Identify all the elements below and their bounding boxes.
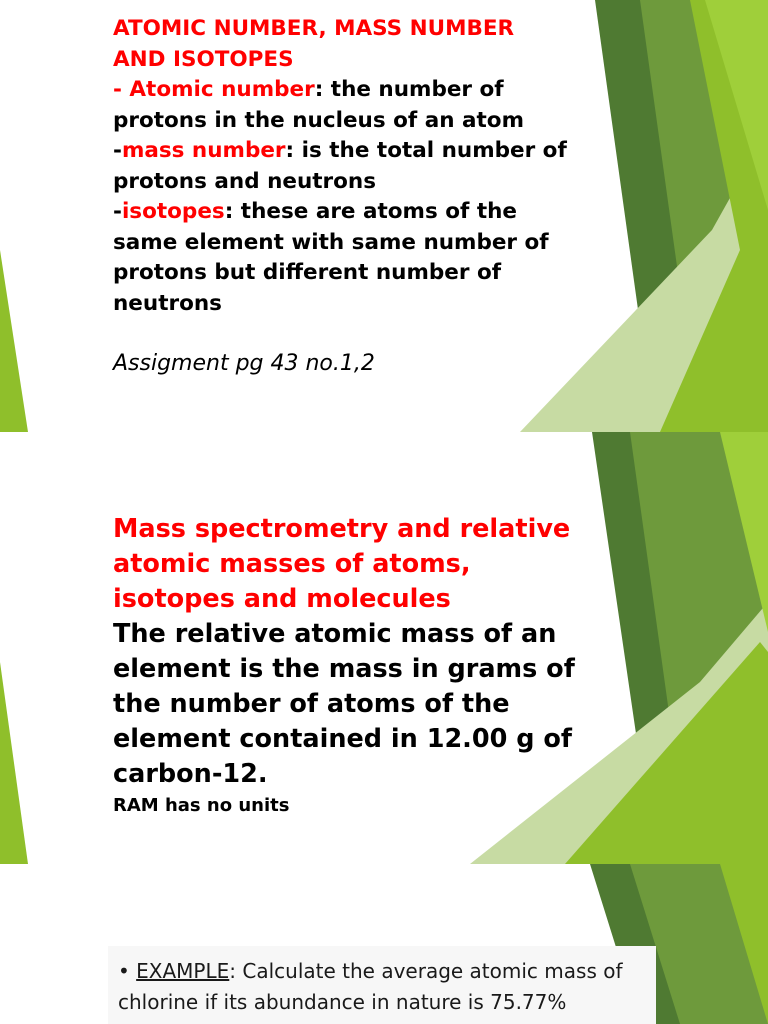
isotopes-term: isotopes bbox=[121, 199, 225, 224]
slide-mass-spectrometry bbox=[0, 432, 768, 864]
ram-definition-line1: The relative atomic mass of an bbox=[113, 619, 557, 649]
slide-atomic-number bbox=[0, 0, 768, 432]
mass-number-line1 bbox=[113, 136, 673, 167]
mass-number-term: mass number bbox=[121, 138, 286, 163]
slide2-title-line1: Mass spectrometry and relative bbox=[113, 514, 571, 544]
example-question: : Calculate the average atomic mass of bbox=[229, 959, 623, 983]
iso-prefix: - bbox=[113, 199, 122, 224]
example-line2: chlorine if its abundance in nature is 75.77% bbox=[118, 990, 567, 1014]
ram-definition-line2: element is the mass in grams of bbox=[113, 654, 575, 684]
slide-example bbox=[0, 864, 768, 1024]
ram-units-note: RAM has no units bbox=[113, 795, 290, 816]
ram-definition-line3: the number of atoms of the bbox=[113, 689, 510, 719]
bullet: • bbox=[118, 959, 137, 983]
mass-number-def: : is the total number of bbox=[285, 138, 567, 163]
atomic-number-def: : the number of bbox=[314, 77, 504, 102]
assignment-note: Assigment pg 43 no.1,2 bbox=[113, 351, 375, 376]
ram-definition-line5: carbon-12. bbox=[113, 759, 268, 789]
isotopes-line3: protons but different number of bbox=[113, 260, 502, 285]
left-green-sliver bbox=[0, 662, 28, 864]
mass-prefix: - bbox=[113, 138, 122, 163]
atomic-number-line1 bbox=[113, 75, 673, 106]
slide2-text bbox=[113, 512, 713, 818]
example-image bbox=[108, 946, 656, 1024]
atomic-number-line2: protons in the nucleus of an atom bbox=[113, 107, 524, 133]
example-label: EXAMPLE bbox=[136, 959, 230, 983]
slide1-text bbox=[113, 14, 673, 380]
left-green-sliver bbox=[0, 250, 28, 432]
slide2-title-line2: atomic masses of atoms, bbox=[113, 549, 471, 579]
isotopes-def: : these are atoms of the bbox=[224, 199, 518, 224]
isotopes-line2: same element with same number of bbox=[113, 229, 549, 255]
slide2-title-line3: isotopes and molecules bbox=[113, 584, 451, 614]
isotopes-line1 bbox=[113, 197, 673, 228]
slide1-title-line2: AND ISOTOPES bbox=[113, 46, 294, 72]
atomic-prefix: - bbox=[113, 77, 130, 102]
isotopes-line4: neutrons bbox=[113, 290, 222, 316]
slide1-title-line1: ATOMIC NUMBER, MASS NUMBER bbox=[113, 16, 515, 41]
atomic-number-term: Atomic number bbox=[129, 77, 315, 102]
ram-definition-line4: element contained in 12.00 g of bbox=[113, 724, 572, 754]
example-line1 bbox=[118, 956, 656, 987]
mass-number-line2: protons and neutrons bbox=[113, 168, 377, 194]
